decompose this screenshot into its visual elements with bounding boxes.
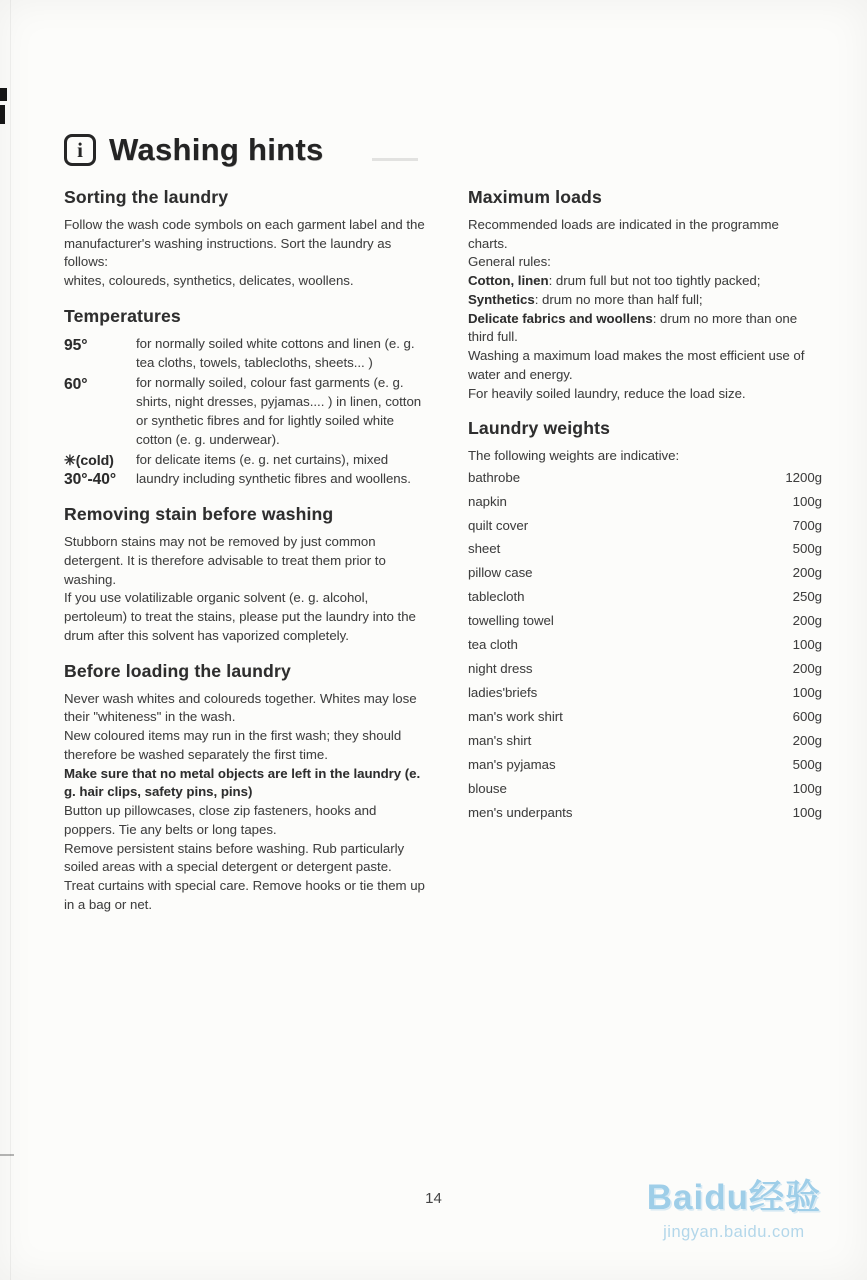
scan-artifact: [0, 88, 7, 101]
content-columns: [64, 172, 822, 918]
section-temperatures: [64, 306, 431, 489]
body-text: Washing a maximum load makes the most efficient use of water and energy.: [468, 348, 805, 382]
body-text: New coloured items may run in the first wash; they should therefore be washed separately the first time.: [64, 728, 402, 762]
weight-row: [468, 490, 822, 514]
right-column: [468, 172, 822, 918]
weight-value: 500g: [792, 541, 822, 557]
rule-rest: : drum no more than one third full.: [468, 310, 798, 345]
weight-item: man's pyjamas: [468, 756, 556, 772]
body-text: General rules:: [468, 254, 551, 270]
weight-row: [468, 514, 822, 538]
weight-item: quilt cover: [468, 517, 529, 533]
weight-item: man's work shirt: [468, 708, 563, 724]
section-before-loading: [64, 661, 431, 915]
body-text: Stubborn stains may not be removed by just common detergent. It is therefore advisable to treat them prior to washing.: [64, 534, 386, 587]
temperature-description: for normally soiled, colour fast garments (e. g. shirts, night dresses, pyjamas.... ) in linen, cotton or synthetic fibres and for lightly soiled white cotton (e. g. underwear).: [136, 375, 422, 447]
weight-item: napkin: [468, 493, 507, 509]
weight-row: [468, 586, 822, 610]
temperature-entry: [64, 374, 431, 449]
load-rule: [468, 310, 822, 347]
page-title: Washing hints: [109, 132, 324, 167]
section-sorting-the-laundry: [64, 187, 431, 291]
laundry-weights-table: [468, 466, 822, 825]
section-heading: Laundry weights: [468, 418, 611, 439]
rule-rest: : drum full but not too tightly packed;: [548, 273, 761, 289]
section-removing-stain: [64, 504, 431, 645]
weight-row: [468, 753, 822, 777]
rule-lead: Cotton, linen: [468, 273, 549, 289]
weight-value: 100g: [792, 684, 822, 700]
body-text: If you use volatilizable organic solvent (e. g. alcohol, pertoleum) to treat the stains, please put the laundry into the drum after this solvent has vaporized completely.: [64, 590, 416, 643]
weight-value: 500g: [792, 756, 822, 772]
weight-row: [468, 705, 822, 729]
weight-value: 700g: [792, 517, 822, 533]
weight-item: men's underpants: [468, 804, 573, 820]
weight-value: 1200g: [785, 469, 822, 485]
body-text: Button up pillowcases, close zip fasteners, hooks and poppers. Tie any belts or long tapes.: [64, 803, 377, 837]
section-maximum-loads: [468, 187, 822, 403]
weight-item: night dress: [468, 661, 533, 677]
load-rule: [468, 291, 822, 310]
weight-value: 250g: [792, 589, 822, 605]
weight-row: [468, 657, 822, 681]
temperature-value: 60°: [64, 376, 88, 394]
body-text: The following weights are indicative:: [468, 448, 680, 464]
body-text: Recommended loads are indicated in the programme charts.: [468, 217, 779, 251]
scan-artifact: [372, 158, 418, 161]
cold-symbol-label: ✳(cold): [64, 452, 114, 469]
weight-item: blouse: [468, 780, 507, 796]
body-text: Remove persistent stains before washing. Rub particularly soiled areas with a special detergent or detergent paste.: [64, 840, 405, 875]
weight-item: pillow case: [468, 565, 533, 581]
rule-lead: Delicate fabrics and woollens: [468, 310, 653, 326]
weight-value: 100g: [792, 780, 822, 796]
section-heading: Removing stain before washing: [64, 504, 334, 525]
left-column: [64, 172, 431, 918]
weight-value: 200g: [792, 613, 822, 629]
weight-row: [468, 729, 822, 753]
page-header: [64, 132, 867, 168]
weight-row: [468, 538, 822, 562]
weight-row: [468, 610, 822, 634]
body-text: Never wash whites and coloureds together. Whites may lose their "whiteness" in the wash.: [64, 690, 417, 725]
weight-item: tablecloth: [468, 589, 525, 605]
section-heading: Temperatures: [64, 305, 181, 326]
weight-item: bathrobe: [468, 469, 521, 485]
rule-rest: : drum no more than half full;: [534, 291, 703, 307]
weight-value: 600g: [792, 708, 822, 724]
weight-value: 100g: [792, 804, 822, 820]
weight-row: [468, 681, 822, 705]
section-laundry-weights: [468, 418, 822, 825]
body-text: For heavily soiled laundry, reduce the load size.: [468, 385, 746, 401]
weight-row: [468, 562, 822, 586]
weight-item: towelling towel: [468, 613, 554, 629]
temperature-description: for normally soiled white cottons and linen (e. g. tea cloths, towels, tablecloths, sheets... ): [136, 335, 415, 370]
section-heading: Maximum loads: [468, 187, 602, 207]
section-heading: Before loading the laundry: [64, 660, 291, 681]
weight-row: [468, 777, 822, 801]
baidu-jingyan-logo: Baidu经验: [646, 1178, 821, 1217]
weight-item: ladies'briefs: [468, 684, 538, 700]
weight-value: 200g: [792, 732, 822, 748]
weight-value: 100g: [792, 637, 822, 653]
temperature-entry: [64, 335, 431, 372]
weight-row: [468, 466, 822, 490]
page-number: 14: [425, 1190, 442, 1207]
weight-item: tea cloth: [468, 637, 518, 653]
body-text: whites, coloureds, synthetics, delicates, woollens.: [64, 273, 354, 289]
scan-artifact: [0, 105, 5, 124]
load-rule: [468, 272, 822, 291]
weight-value: 200g: [792, 661, 822, 677]
rule-lead: Synthetics: [468, 291, 535, 307]
weight-item: man's shirt: [468, 732, 532, 748]
scan-edge-line: [10, 0, 11, 1280]
weight-row: [468, 801, 822, 825]
body-text: Treat curtains with special care. Remove hooks or tie them up in a bag or net.: [64, 877, 425, 912]
temperature-entry: [64, 451, 431, 489]
weight-value: 100g: [792, 493, 822, 509]
temperature-value: 95°: [64, 336, 88, 354]
temperature-description: for delicate items (e. g. net curtains), mixed laundry including synthetic fibres and woollens.: [136, 452, 411, 487]
weight-item: sheet: [468, 541, 501, 557]
temperature-value: ✳(cold) 30°-40°: [64, 451, 136, 489]
section-heading: Sorting the laundry: [64, 187, 229, 207]
weight-value: 200g: [792, 565, 822, 581]
body-text-emphasis: Make sure that no metal objects are left in the laundry (e. g. hair clips, safety pins, pins): [64, 765, 421, 800]
watermark-url: jingyan.baidu.com: [663, 1223, 805, 1241]
info-icon: i: [64, 134, 96, 166]
scan-artifact: [0, 1154, 14, 1156]
weight-row: [468, 634, 822, 658]
body-text: Follow the wash code symbols on each garment label and the manufacturer's washing instructions. Sort the laundry as follows:: [64, 217, 425, 270]
